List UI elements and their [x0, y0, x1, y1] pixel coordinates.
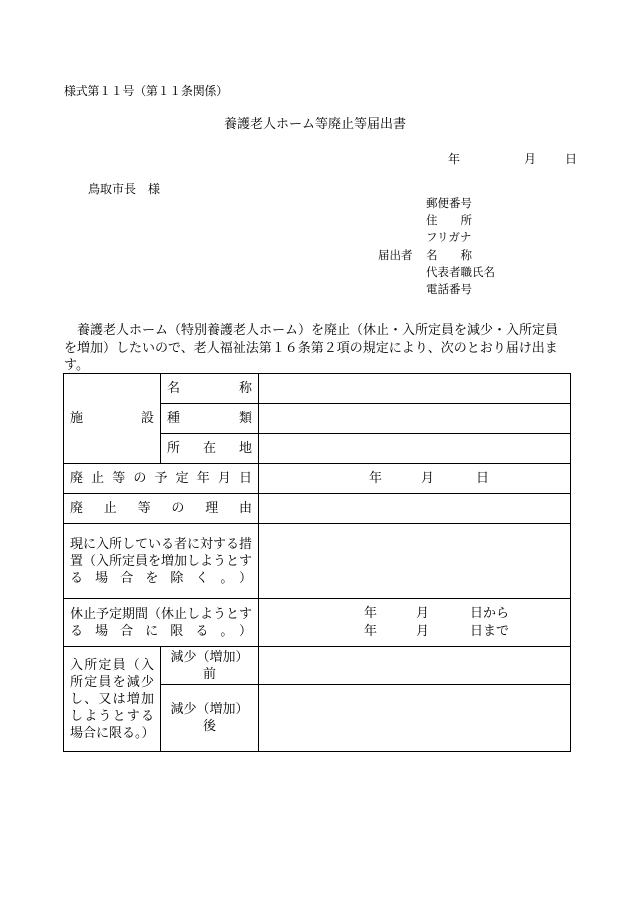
facility-label: 施設	[64, 374, 161, 464]
postal-code-label: 郵便番号	[426, 196, 472, 210]
capacity-label: 入所定員（入所定員を減少し、又は増加しようとする場合に限る。）	[64, 647, 161, 752]
facility-name-label: 名称	[161, 374, 259, 404]
phone-label: 電話番号	[426, 282, 472, 297]
facility-name-field[interactable]	[259, 374, 571, 404]
facility-type-label: 種類	[161, 404, 259, 434]
capacity-before-label	[161, 647, 259, 685]
suspension-from-year: 年	[364, 605, 378, 621]
suspension-until-day: 日まで	[470, 623, 510, 639]
capacity-after-field[interactable]	[259, 685, 571, 752]
planned-year: 年	[369, 470, 383, 486]
suspension-from-month: 月	[416, 605, 430, 621]
date-day: 日	[565, 152, 578, 166]
reason-label: 廃止等の理由	[64, 494, 259, 524]
planned-date-field[interactable]	[259, 464, 571, 494]
capacity-after-line2: 後	[202, 719, 216, 734]
measures-field[interactable]	[259, 524, 571, 599]
planned-day: 日	[476, 470, 490, 486]
suspension-from-day: 日から	[470, 605, 510, 621]
facility-type-field[interactable]	[259, 404, 571, 434]
intro-paragraph: 養護老人ホーム（特別養護老人ホーム）を廃止（休止・入所定員を減少・入所定員を増加）したいので、老人福祉法第１６条第２項の規定により、次のとおり届け出ます。	[64, 323, 559, 373]
date-month: 月	[524, 152, 537, 166]
capacity-before-line1: 減少（増加）	[170, 649, 249, 665]
capacity-after-line1: 減少（増加）	[170, 702, 249, 717]
facility-location-label: 所在地	[161, 434, 259, 464]
addressee: 鳥取市長 様	[88, 182, 161, 196]
planned-month: 月	[421, 470, 435, 486]
suspension-label: 休止予定期間（休止しようとする場合に限る。）	[64, 599, 259, 647]
representative-label: 代表者職氏名	[426, 264, 495, 279]
capacity-after-label	[161, 685, 259, 752]
form-number: 様式第１１号（第１１条関係）	[64, 84, 228, 98]
date-year: 年	[448, 152, 461, 166]
capacity-before-field[interactable]	[259, 647, 571, 685]
furigana-label: フリガナ	[426, 230, 472, 245]
measures-label: 現に入所している者に対する措置（入所定員を増加しようとする場合を除く。）	[64, 524, 259, 599]
notification-form-table	[63, 373, 571, 752]
suspension-until-year: 年	[364, 623, 378, 639]
submission-date	[448, 150, 577, 167]
address-label: 住 所	[426, 213, 472, 228]
applicant-block	[378, 195, 516, 298]
document-title: 養護老人ホーム等廃止等届出書	[223, 117, 406, 132]
planned-date-label: 廃止等の予定年月日	[64, 464, 259, 494]
applicant-label: 届出者	[378, 247, 413, 262]
suspension-field[interactable]	[259, 599, 571, 647]
suspension-until-month: 月	[416, 623, 430, 639]
name-label: 名 称	[426, 247, 472, 262]
facility-location-field[interactable]	[259, 434, 571, 464]
capacity-before-line2: 前	[202, 666, 216, 682]
reason-field[interactable]	[259, 494, 571, 524]
